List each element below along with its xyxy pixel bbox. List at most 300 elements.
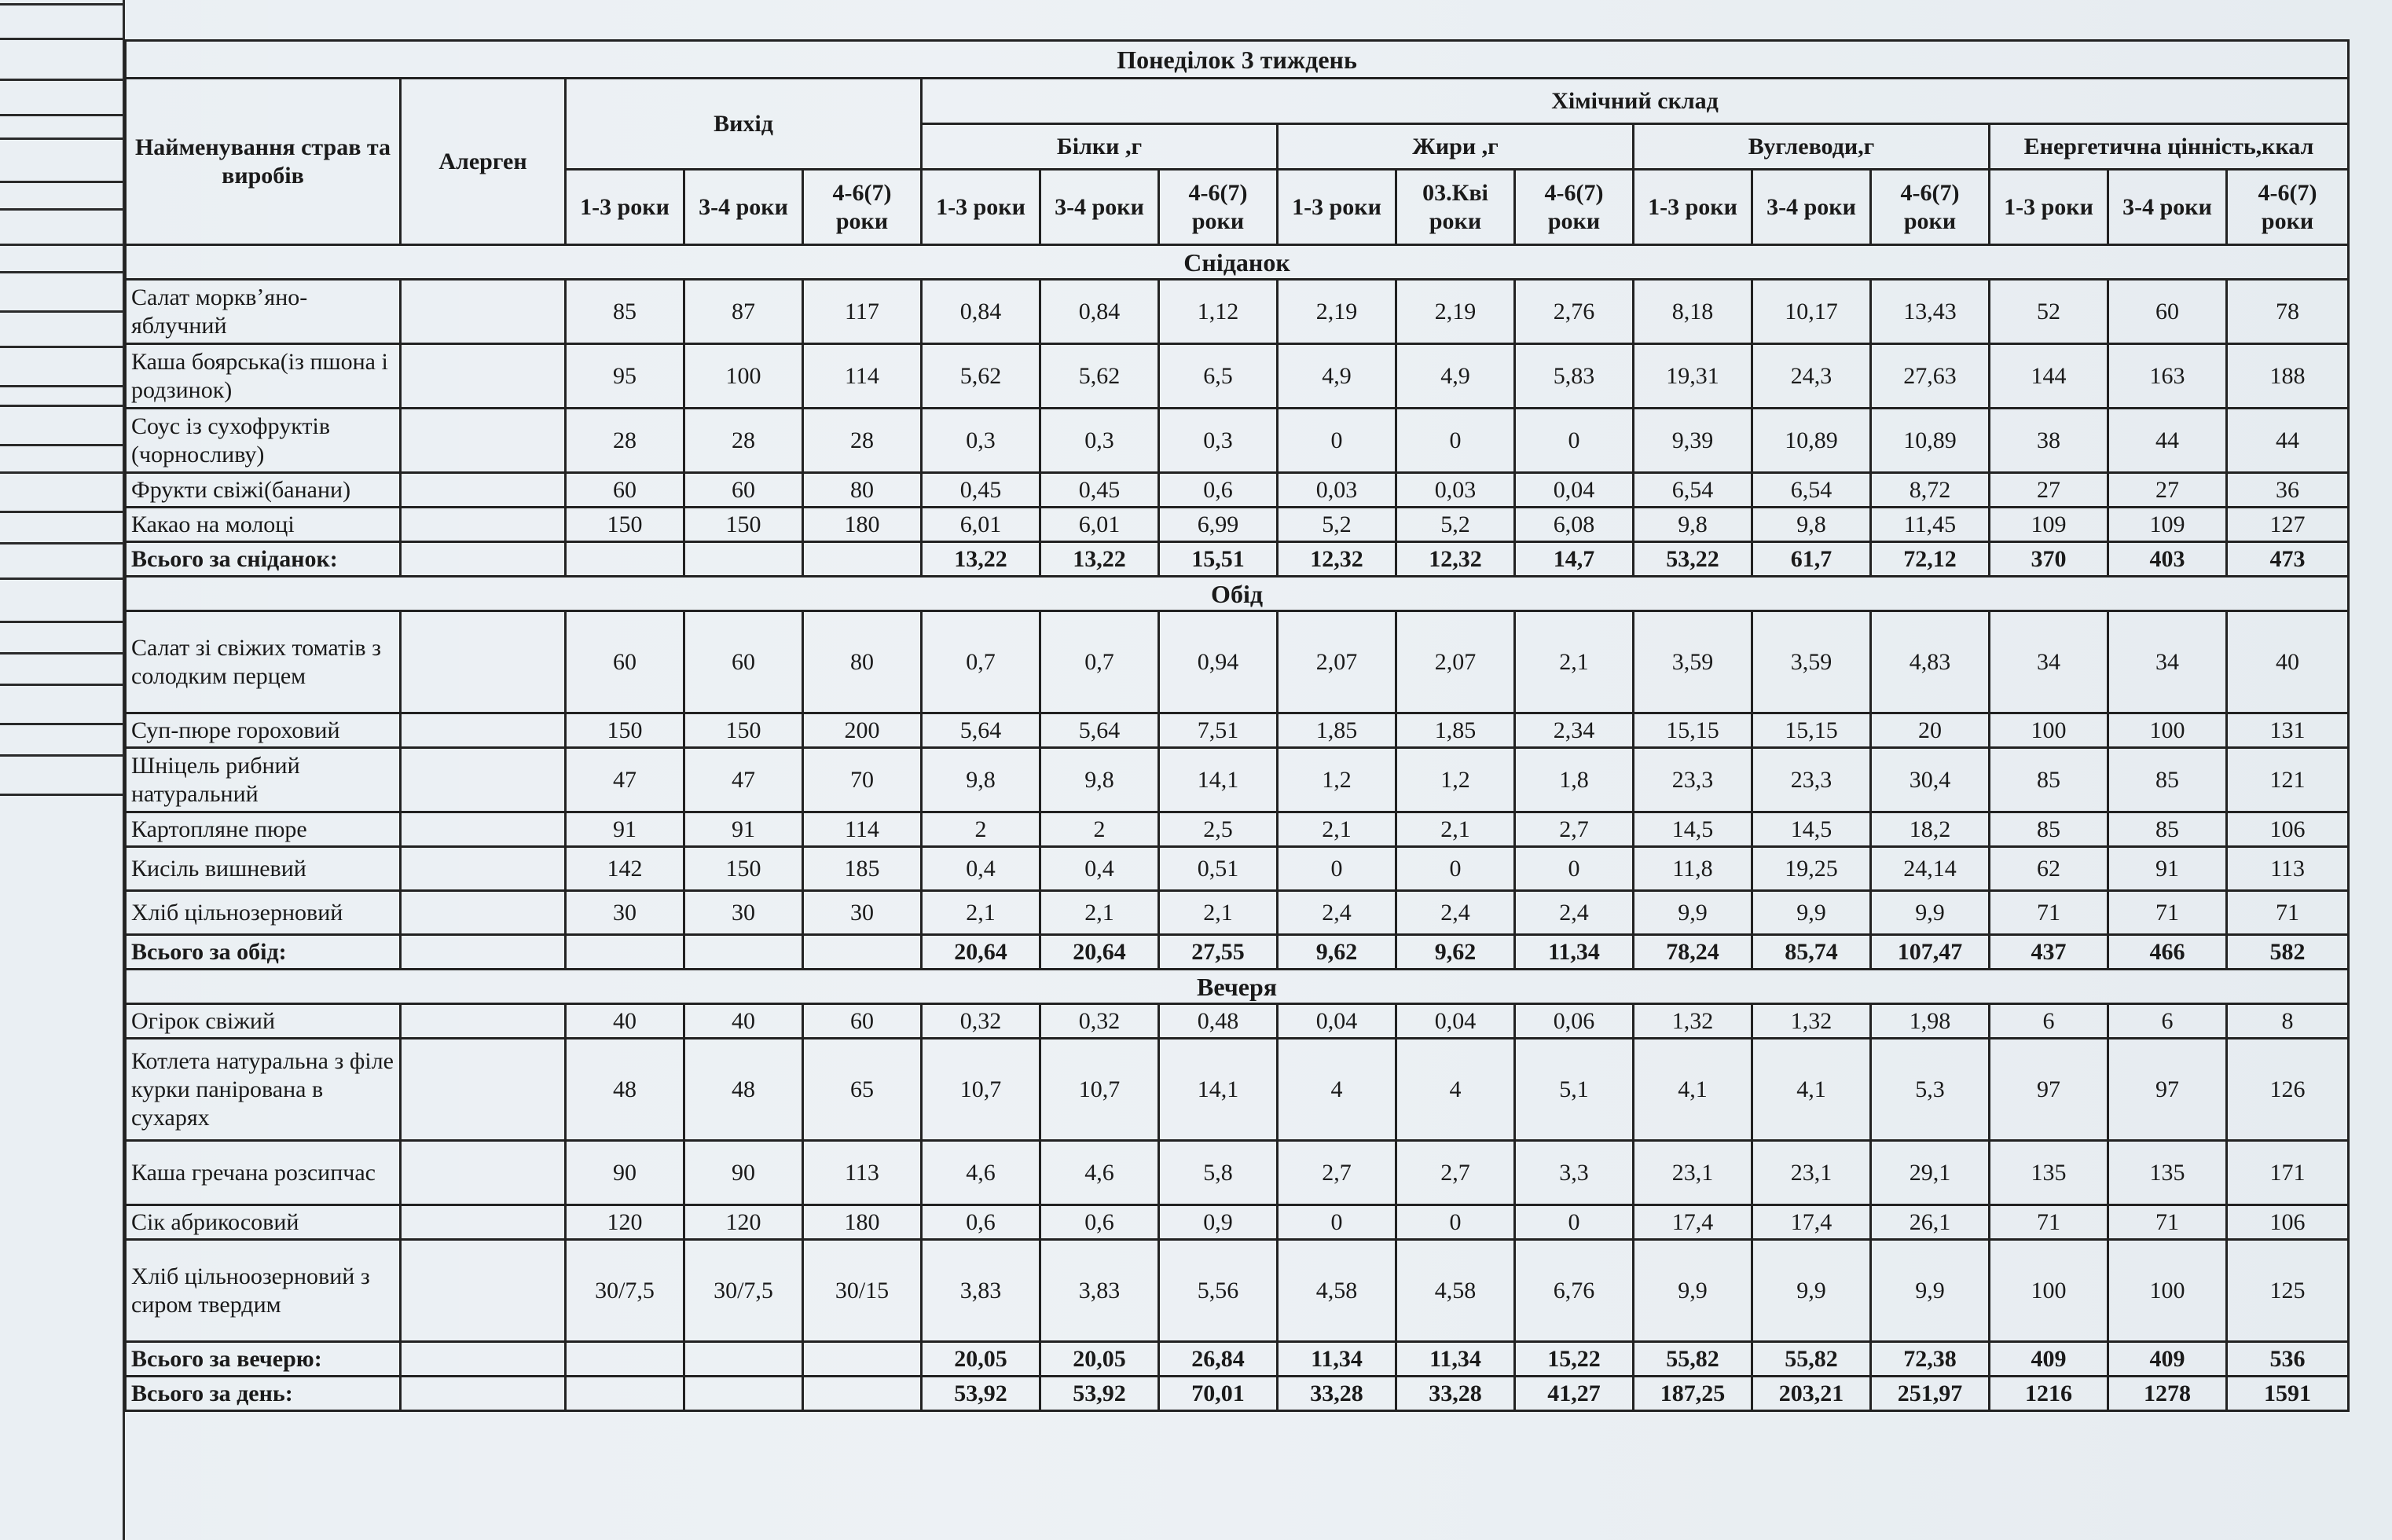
table-cell: 1591 [2227,1377,2349,1411]
table-cell: 2,1 [1040,891,1159,935]
table-cell: 2,1 [1515,611,1634,713]
table-cell: 33,28 [1278,1377,1396,1411]
dish-name: Каша боярська(із пшона і родзинок) [126,344,401,409]
table-cell: 109 [2108,508,2227,542]
table-cell: 6,99 [1159,508,1278,542]
table-cell: 100 [1990,1240,2108,1342]
table-cell: 6,01 [922,508,1040,542]
table-cell: 370 [1990,542,2108,577]
table-cell: 0,4 [922,847,1040,891]
table-cell: 53,22 [1634,542,1752,577]
table-cell: 2 [1040,812,1159,847]
age-header-carbs: 1-3 роки [1634,170,1752,245]
table-cell: 6,5 [1159,344,1278,409]
table-cell: 11,45 [1871,508,1990,542]
table-row [126,1141,2349,1205]
menu-table-wrapper [124,39,2340,1412]
table-cell: 2,1 [922,891,1040,935]
table-cell: 2,34 [1515,713,1634,748]
table-cell: 114 [803,344,922,409]
margin-rule [0,754,124,757]
table-cell: 9,9 [1871,891,1990,935]
table-cell: 109 [1990,508,2108,542]
table-cell: 60 [566,473,684,508]
table-cell: 0,32 [922,1004,1040,1039]
table-cell [401,935,566,970]
margin-rule [0,208,124,211]
table-cell: 55,82 [1752,1342,1871,1377]
age-header-fat: 1-3 роки [1278,170,1396,245]
table-cell: 0,3 [1159,409,1278,473]
table-cell: 33,28 [1396,1377,1515,1411]
table-cell [401,508,566,542]
age-header-carbs: 3-4 роки [1752,170,1871,245]
margin-rule [0,38,124,40]
table-cell: 5,62 [1040,344,1159,409]
table-cell: 34 [1990,611,2108,713]
table-cell: 4,6 [922,1141,1040,1205]
table-cell: 28 [684,409,803,473]
day-total-row [126,1377,2349,1411]
table-cell: 30 [803,891,922,935]
table-cell: 53,92 [922,1377,1040,1411]
table-cell: 0,6 [1040,1205,1159,1240]
table-cell: 0,03 [1278,473,1396,508]
dish-name: Сік абрикосовий [126,1205,401,1240]
table-cell: 5,2 [1278,508,1396,542]
table-cell: 17,4 [1752,1205,1871,1240]
dish-name: Всього за день: [126,1377,401,1411]
table-cell: 2 [922,812,1040,847]
table-cell: 4,1 [1634,1039,1752,1141]
table-cell: 100 [2108,1240,2227,1342]
table-cell: 0,9 [1159,1205,1278,1240]
table-cell: 27 [2108,473,2227,508]
header-dish: Найменування страв та виробів [126,79,401,245]
table-cell: 61,7 [1752,542,1871,577]
table-cell [401,344,566,409]
table-row [126,611,2349,713]
table-cell: 403 [2108,542,2227,577]
dish-name: Кисіль вишневий [126,847,401,891]
table-cell: 85 [1990,748,2108,812]
margin-rule [0,114,124,116]
dish-name: Котлета натуральна з філе курки панірована в сухарях [126,1039,401,1141]
table-cell: 3,83 [922,1240,1040,1342]
table-cell: 0 [1515,847,1634,891]
table-cell [401,473,566,508]
table-cell: 26,1 [1871,1205,1990,1240]
table-cell [803,935,922,970]
dish-name: Всього за сніданок: [126,542,401,577]
table-row [126,1004,2349,1039]
table-cell: 14,7 [1515,542,1634,577]
table-cell: 5,83 [1515,344,1634,409]
table-row [126,1039,2349,1141]
table-cell: 90 [684,1141,803,1205]
table-cell: 9,8 [922,748,1040,812]
table-cell: 15,15 [1634,713,1752,748]
dish-name: Салат зі свіжих томатів з солодким перцем [126,611,401,713]
dish-name: Соус із сухофруктів (чорносливу) [126,409,401,473]
table-cell: 34 [2108,611,2227,713]
table-cell: 30/7,5 [684,1240,803,1342]
table-cell: 30 [566,891,684,935]
table-cell: 60 [684,473,803,508]
table-cell: 27,63 [1871,344,1990,409]
header-fat: Жири ,г [1278,124,1634,170]
table-cell: 114 [803,812,922,847]
table-cell: 4,9 [1396,344,1515,409]
table-cell: 14,5 [1752,812,1871,847]
table-cell: 2,4 [1515,891,1634,935]
table-cell: 71 [1990,1205,2108,1240]
table-cell: 171 [2227,1141,2349,1205]
table-cell [401,1342,566,1377]
table-cell: 0,04 [1396,1004,1515,1039]
table-cell: 0,06 [1515,1004,1634,1039]
table-cell: 48 [566,1039,684,1141]
table-cell: 1216 [1990,1377,2108,1411]
table-cell: 2,07 [1396,611,1515,713]
table-cell [401,812,566,847]
table-cell: 125 [2227,1240,2349,1342]
table-cell: 4,58 [1278,1240,1396,1342]
table-cell: 9,8 [1040,748,1159,812]
table-cell: 30,4 [1871,748,1990,812]
age-header-carbs: 4-6(7) роки [1871,170,1990,245]
table-cell: 0 [1278,409,1396,473]
table-cell: 24,3 [1752,344,1871,409]
margin-rule [0,244,124,246]
section-title: Сніданок [126,245,2349,280]
table-cell: 3,59 [1634,611,1752,713]
table-cell: 28 [566,409,684,473]
table-cell: 78,24 [1634,935,1752,970]
table-cell: 180 [803,508,922,542]
margin-rule [0,181,124,183]
table-cell: 0 [1515,409,1634,473]
table-cell [803,542,922,577]
total-row [126,542,2349,577]
table-cell: 9,39 [1634,409,1752,473]
table-cell: 78 [2227,280,2349,344]
table-cell: 6 [2108,1004,2227,1039]
section-title: Обід [126,577,2349,611]
dish-name: Какао на молоці [126,508,401,542]
table-cell: 2,76 [1515,280,1634,344]
table-cell: 2,1 [1278,812,1396,847]
table-cell: 40 [566,1004,684,1039]
table-cell: 11,34 [1278,1342,1396,1377]
table-cell: 14,1 [1159,748,1278,812]
table-cell: 17,4 [1634,1205,1752,1240]
table-cell: 1,2 [1396,748,1515,812]
table-cell: 2,1 [1159,891,1278,935]
table-cell: 0 [1396,409,1515,473]
table-cell: 14,5 [1634,812,1752,847]
header-protein: Білки ,г [922,124,1278,170]
table-cell: 4 [1278,1039,1396,1141]
table-cell: 40 [684,1004,803,1039]
header-chem: Хімічний склад [922,79,2349,124]
table-cell: 185 [803,847,922,891]
table-cell: 1,85 [1278,713,1396,748]
age-header-yield: 4-6(7) роки [803,170,922,245]
table-cell [803,1342,922,1377]
table-cell: 52 [1990,280,2108,344]
table-cell: 127 [2227,508,2349,542]
table-cell: 100 [684,344,803,409]
table-cell: 117 [803,280,922,344]
table-cell: 107,47 [1871,935,1990,970]
table-cell: 3,3 [1515,1141,1634,1205]
dish-name: Всього за вечерю: [126,1342,401,1377]
table-cell: 0,03 [1396,473,1515,508]
table-cell: 135 [1990,1141,2108,1205]
table-cell [401,1240,566,1342]
table-cell: 91 [684,812,803,847]
table-cell: 23,3 [1752,748,1871,812]
table-cell: 2,07 [1278,611,1396,713]
table-cell: 44 [2227,409,2349,473]
total-row [126,935,2349,970]
table-cell [401,713,566,748]
table-cell: 23,3 [1634,748,1752,812]
table-cell: 5,8 [1159,1141,1278,1205]
table-cell: 4 [1396,1039,1515,1141]
table-cell: 0,84 [1040,280,1159,344]
table-cell: 60 [803,1004,922,1039]
table-row [126,1240,2349,1342]
table-cell: 2,7 [1278,1141,1396,1205]
margin-rule [0,79,124,81]
table-cell: 251,97 [1871,1377,1990,1411]
table-cell: 6,76 [1515,1240,1634,1342]
table-cell: 53,92 [1040,1377,1159,1411]
table-cell: 163 [2108,344,2227,409]
table-cell [401,1039,566,1141]
table-row [126,344,2349,409]
table-cell: 2,1 [1396,812,1515,847]
table-cell [684,935,803,970]
table-cell: 55,82 [1634,1342,1752,1377]
table-row [126,847,2349,891]
total-row [126,1342,2349,1377]
margin-rule [0,652,124,654]
table-cell: 65 [803,1039,922,1141]
table-cell: 106 [2227,1205,2349,1240]
table-cell: 9,9 [1871,1240,1990,1342]
section-header [126,970,2349,1004]
table-cell: 85 [1990,812,2108,847]
table-row [126,473,2349,508]
table-cell: 91 [2108,847,2227,891]
age-header-protein: 3-4 роки [1040,170,1159,245]
table-cell: 187,25 [1634,1377,1752,1411]
table-cell: 409 [2108,1342,2227,1377]
table-cell: 437 [1990,935,2108,970]
margin-rule [0,723,124,725]
table-cell: 5,62 [922,344,1040,409]
table-cell: 3,83 [1040,1240,1159,1342]
table-cell: 60 [2108,280,2227,344]
age-header-yield: 3-4 роки [684,170,803,245]
table-cell: 48 [684,1039,803,1141]
table-cell: 0,6 [922,1205,1040,1240]
table-cell: 60 [566,611,684,713]
table-cell: 19,25 [1752,847,1871,891]
age-header-fat: 03.Кві роки [1396,170,1515,245]
nutrition-table [124,39,2350,1412]
table-cell: 7,51 [1159,713,1278,748]
margin-rule [0,511,124,513]
table-cell: 90 [566,1141,684,1205]
table-cell: 30/7,5 [566,1240,684,1342]
table-cell: 40 [2227,611,2349,713]
age-header-yield: 1-3 роки [566,170,684,245]
table-cell [401,611,566,713]
table-cell: 1,8 [1515,748,1634,812]
table-row [126,891,2349,935]
table-cell: 4,58 [1396,1240,1515,1342]
table-cell: 20,05 [1040,1342,1159,1377]
table-cell: 0,32 [1040,1004,1159,1039]
table-cell: 2,19 [1396,280,1515,344]
table-cell: 188 [2227,344,2349,409]
table-cell [684,1377,803,1411]
table-cell [566,1342,684,1377]
age-header-energy: 1-3 роки [1990,170,2108,245]
table-cell: 28 [803,409,922,473]
table-cell: 131 [2227,713,2349,748]
margin-rule [0,471,124,474]
table-cell: 10,17 [1752,280,1871,344]
table-cell: 0 [1515,1205,1634,1240]
table-cell: 144 [1990,344,2108,409]
table-cell [401,1141,566,1205]
table-cell: 29,1 [1871,1141,1990,1205]
table-cell: 18,2 [1871,812,1990,847]
header-carbs: Вуглеводи,г [1634,124,1990,170]
table-cell: 0 [1278,1205,1396,1240]
table-cell: 15,15 [1752,713,1871,748]
table-cell: 9,9 [1752,891,1871,935]
table-cell: 409 [1990,1342,2108,1377]
table-cell [566,1377,684,1411]
table-cell: 3,59 [1752,611,1871,713]
table-cell [401,542,566,577]
table-cell: 19,31 [1634,344,1752,409]
table-cell: 121 [2227,748,2349,812]
table-cell [401,1377,566,1411]
table-cell: 23,1 [1634,1141,1752,1205]
table-cell: 85 [2108,748,2227,812]
header-allergen: Алерген [401,79,566,245]
table-cell: 0,3 [922,409,1040,473]
table-cell: 5,64 [922,713,1040,748]
margin-rule [0,271,124,273]
table-cell: 1,2 [1278,748,1396,812]
table-cell: 2,19 [1278,280,1396,344]
table-cell: 20,05 [922,1342,1040,1377]
section-header [126,245,2349,280]
table-cell: 2,5 [1159,812,1278,847]
table-cell: 9,62 [1278,935,1396,970]
table-cell: 5,3 [1871,1039,1990,1141]
table-cell: 0,6 [1159,473,1278,508]
table-cell [684,1342,803,1377]
table-cell: 47 [684,748,803,812]
table-cell: 71 [2108,891,2227,935]
table-cell: 72,38 [1871,1342,1990,1377]
table-cell: 20,64 [922,935,1040,970]
table-cell: 60 [684,611,803,713]
margin-rule [0,138,124,140]
table-cell: 113 [803,1141,922,1205]
table-cell: 1,85 [1396,713,1515,748]
table-cell: 26,84 [1159,1342,1278,1377]
dish-name: Шніцель рибний натуральний [126,748,401,812]
table-cell: 11,8 [1634,847,1752,891]
table-cell: 8 [2227,1004,2349,1039]
table-cell: 0,7 [922,611,1040,713]
table-cell: 536 [2227,1342,2349,1377]
table-cell: 71 [2227,891,2349,935]
table-cell [401,847,566,891]
table-cell: 12,32 [1278,542,1396,577]
dish-name: Фрукти свіжі(банани) [126,473,401,508]
table-cell: 8,18 [1634,280,1752,344]
table-cell: 473 [2227,542,2349,577]
margin-rule [0,542,124,544]
table-cell: 62 [1990,847,2108,891]
table-cell: 13,43 [1871,280,1990,344]
table-cell: 150 [684,847,803,891]
margin-rule [0,346,124,348]
table-cell: 30/15 [803,1240,922,1342]
table-cell: 1,98 [1871,1004,1990,1039]
table-cell: 15,22 [1515,1342,1634,1377]
table-cell: 14,1 [1159,1039,1278,1141]
table-cell: 0 [1396,1205,1515,1240]
table-cell: 9,8 [1634,508,1752,542]
age-header-energy: 3-4 роки [2108,170,2227,245]
table-row [126,812,2349,847]
table-row [126,508,2349,542]
age-header-protein: 1-3 роки [922,170,1040,245]
table-cell [566,542,684,577]
left-margin-grid [0,0,126,1540]
table-cell [401,409,566,473]
table-row [126,409,2349,473]
table-cell: 10,89 [1871,409,1990,473]
margin-rule [0,444,124,446]
dish-name: Каша гречана розсипчас [126,1141,401,1205]
table-cell: 9,8 [1752,508,1871,542]
table-body [126,245,2349,1411]
table-cell [803,1377,922,1411]
table-cell: 5,64 [1040,713,1159,748]
table-cell: 1,32 [1752,1004,1871,1039]
table-cell: 91 [566,812,684,847]
table-cell: 0 [1396,847,1515,891]
table-cell: 80 [803,611,922,713]
table-cell: 20 [1871,713,1990,748]
table-cell: 120 [566,1205,684,1240]
table-cell: 113 [2227,847,2349,891]
table-cell: 0,48 [1159,1004,1278,1039]
